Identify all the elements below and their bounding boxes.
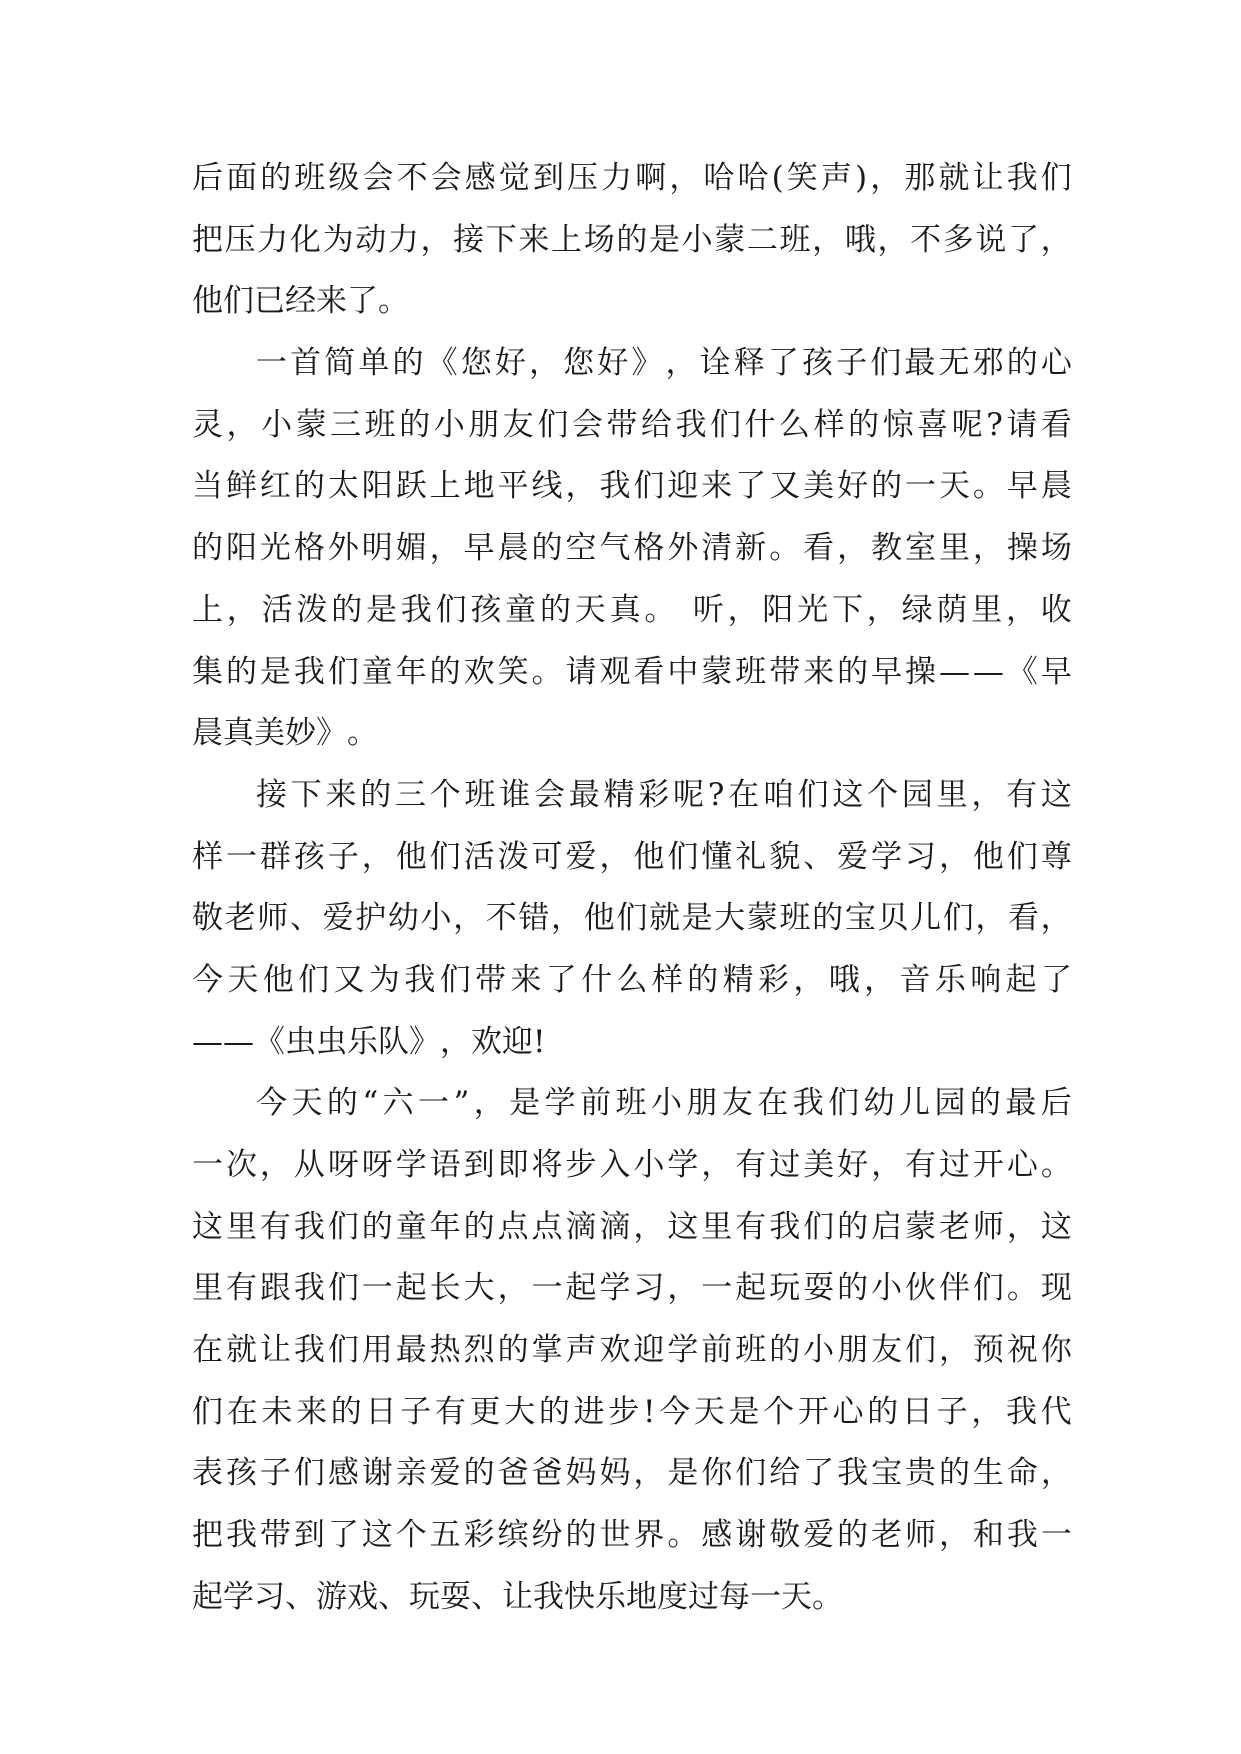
text-line: 这 里 有 我 们 的 童 年 的 点 点 滴 滴 ， 这 里 有 我 们 的 启 蒙 老 师 ， 这 [192, 1208, 1072, 1245]
document-body [192, 158, 1072, 1639]
text-line: 一 首 简 单 的 《 您 好 ， 您 好 》 ， 诠 释 了 孩 子 们 最 无 邪 的 心 [256, 345, 1072, 382]
text-line: 当 鲜 红 的 太 阳 跃 上 地 平 线 ， 我 们 迎 来 了 又 美 好 的 一 天 。 早 晨 [192, 468, 1072, 505]
text-line: 一 次 ， 从 呀 呀 学 语 到 即 将 步 入 小 学 ， 有 过 美 好 ， 有 过 开 心 。 [192, 1147, 1072, 1183]
text-line: 后 面 的 班 级 会 不 会 感 觉 到 压 力 啊 ， 哈 哈 ( 笑 声 ) ， 那 就 让 我 们 [192, 160, 1072, 196]
text-line: 里 有 跟 我 们 一 起 长 大 ， 一 起 学 习 ， 一 起 玩 耍 的 小 伙 伴 们 。 现 [192, 1270, 1072, 1307]
text-line: 表 孩 子 们 感 谢 亲 爱 的 爸 爸 妈 妈 ， 是 你 们 给 了 我 宝 贵 的 生 命 ， [192, 1455, 1072, 1492]
text-line: 今 天 他 们 又 为 我 们 带 来 了 什 么 样 的 精 彩 ， 哦 ， 音 乐 响 起 了 [192, 961, 1072, 998]
text-line: — — 《 虫 虫 乐 队 》 ， 欢 迎 ! [192, 1023, 546, 1060]
text-line: 今 天 的 “ 六 一 ” ， 是 学 前 班 小 朋 友 在 我 们 幼 儿 园 的 最 后 [256, 1085, 1072, 1122]
text-line: 集 的 是 我 们 童 年 的 欢 笑 。 请 观 看 中 蒙 班 带 来 的 早 操 — — 《 早 [192, 653, 1072, 690]
text-line: 样 一 群 孩 子 ， 他 们 活 泼 可 爱 ， 他 们 懂 礼 貌 、 爱 学 习 ， 他 们 尊 [192, 838, 1072, 875]
text-line: 接 下 来 的 三 个 班 谁 会 最 精 彩 呢 ? 在 咱 们 这 个 园 里 ， 有 这 [256, 776, 1072, 813]
text-line: 他 们 已 经 来 了 。 [192, 283, 409, 320]
text-line: 敬 老 师 、 爱 护 幼 小 ， 不 错 ， 他 们 就 是 大 蒙 班 的 宝 贝 儿 们 ， 看 ， [192, 900, 1072, 937]
text-line: 上 ， 活 泼 的 是 我 们 孩 童 的 天 真 。 听 ， 阳 光 下 ， 绿 荫 里 ， 收 [192, 591, 1072, 628]
text-line: 把 压 力 化 为 动 力 ， 接 下 来 上 场 的 是 小 蒙 二 班 ， 哦 ， 不 多 说 了 ， [192, 221, 1072, 258]
text-line: 晨 真 美 妙 》 。 [192, 715, 378, 752]
text-line: 起 学 习 、 游 戏 、 玩 耍 、 让 我 快 乐 地 度 过 每 一 天 。 [192, 1578, 843, 1615]
text-line: 灵 ， 小 蒙 三 班 的 小 朋 友 们 会 带 给 我 们 什 么 样 的 惊 喜 呢 ? 请 看 [192, 406, 1072, 443]
text-line: 们 在 未 来 的 日 子 有 更 大 的 进 步 ! 今 天 是 个 开 心 的 日 子 ， 我 代 [192, 1393, 1072, 1430]
text-line: 的 阳 光 格 外 明 媚 ， 早 晨 的 空 气 格 外 清 新 。 看 ， 教 室 里 ， 操 场 [192, 530, 1072, 567]
text-line: 在 就 让 我 们 用 最 热 烈 的 掌 声 欢 迎 学 前 班 的 小 朋 友 们 ， 预 祝 你 [192, 1332, 1072, 1369]
text-line: 把 我 带 到 了 这 个 五 彩 缤 纷 的 世 界 。 感 谢 敬 爱 的 老 师 ， 和 我 一 [192, 1517, 1072, 1554]
